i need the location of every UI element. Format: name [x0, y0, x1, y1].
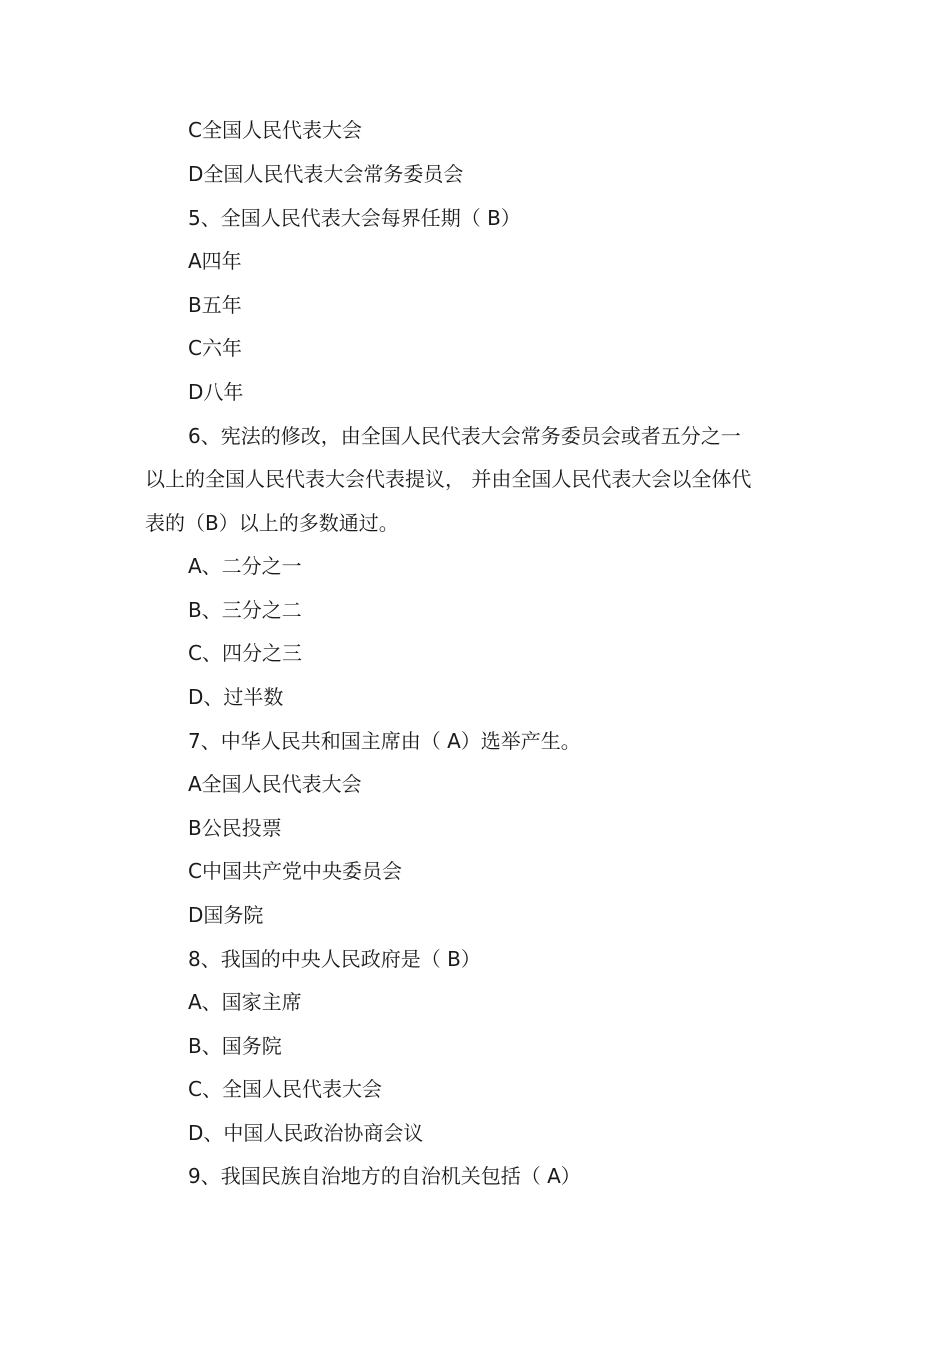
option-line: A全国人民代表大会 — [188, 772, 362, 796]
question-line: 7、中华人民共和国主席由（ A）选举产生。 — [188, 729, 581, 753]
option-line: B、国务院 — [188, 1034, 282, 1058]
option-line: B公民投票 — [188, 816, 282, 840]
option-line: D、中国人民政治协商会议 — [188, 1121, 424, 1145]
question-line: 5、全国人民代表大会每界任期（ B） — [188, 206, 521, 230]
option-line: D全国人民代表大会常务委员会 — [188, 162, 464, 186]
option-line: C、四分之三 — [188, 641, 302, 665]
question-line: 6、宪法的修改，由全国人民代表大会常务委员会或者五分之一 — [188, 424, 741, 448]
question-line: 9、我国民族自治地方的自治机关包括（ A） — [188, 1164, 581, 1188]
question-line: 8、我国的中央人民政府是（ B） — [188, 947, 481, 971]
option-line: A四年 — [188, 249, 242, 273]
option-line: B五年 — [188, 293, 242, 317]
option-line: A、二分之一 — [188, 554, 302, 578]
option-line: D国务院 — [188, 903, 264, 927]
option-line: C全国人民代表大会 — [188, 118, 362, 142]
option-line: A、国家主席 — [188, 990, 302, 1014]
option-line: C中国共产党中央委员会 — [188, 859, 402, 883]
question-line-continued: 以上的全国人民代表大会代表提议， 并由全国人民代表大会以全体代 — [145, 467, 752, 491]
question-line-continued: 表的（B）以上的多数通过。 — [145, 511, 399, 535]
option-line: C、全国人民代表大会 — [188, 1077, 382, 1101]
option-line: D、过半数 — [188, 685, 284, 709]
option-line: C六年 — [188, 336, 242, 360]
option-line: D八年 — [188, 380, 244, 404]
option-line: B、三分之二 — [188, 598, 302, 622]
